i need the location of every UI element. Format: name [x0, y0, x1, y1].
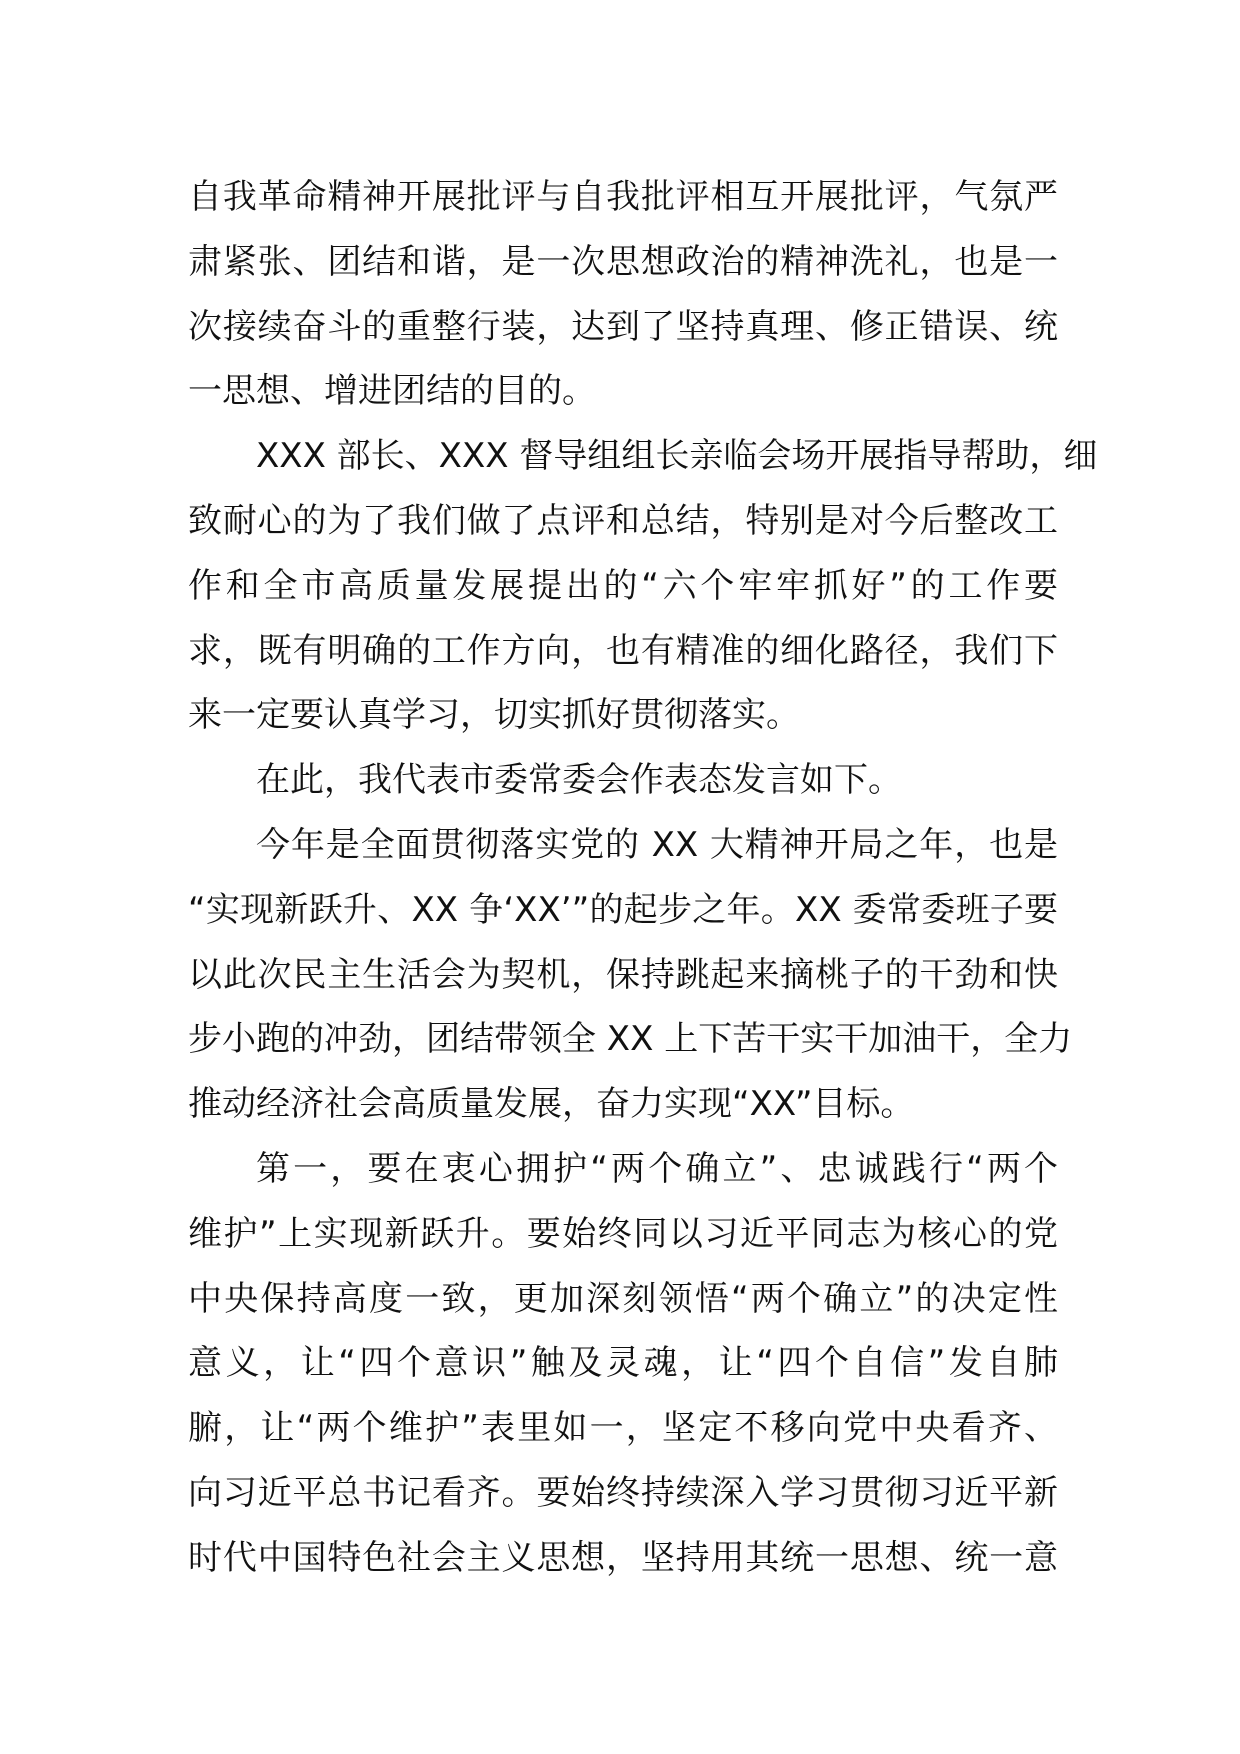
paragraph-line: “实现新跃升、XX 争‘XX’”的起步之年。XX 委常委班子要 — [188, 889, 1058, 930]
paragraph-line: 今年是全面贯彻落实党的 XX 大精神开局之年，也是 — [256, 824, 1058, 865]
paragraph-line: 时代中国特色社会主义思想，坚持用其统一思想、统一意 — [188, 1537, 1058, 1578]
paragraph-line: 腑，让“两个维护”表里如一，坚定不移向党中央看齐、 — [188, 1408, 1058, 1449]
paragraph-line: XXX 部长、XXX 督导组组长亲临会场开展指导帮助，细 — [256, 436, 1098, 477]
paragraph-line: 自我革命精神开展批评与自我批评相互开展批评，气氛严 — [188, 177, 1058, 217]
paragraph-1 — [188, 165, 1058, 424]
paragraph-line: 一思想、增进团结的目的。 — [188, 371, 596, 412]
paragraph-line: 推动经济社会高质量发展，奋力实现“XX”目标。 — [188, 1084, 915, 1125]
paragraph-line: 来一定要认真学习，切实抓好贯彻落实。 — [188, 695, 800, 736]
document-body — [188, 165, 1098, 1591]
paragraph-line: 求，既有明确的工作方向，也有精准的细化路径，我们下 — [188, 630, 1058, 671]
paragraph-line: 致耐心的为了我们做了点评和总结，特别是对今后整改工 — [188, 500, 1058, 541]
paragraph-line: 中央保持高度一致，更加深刻领悟“两个确立”的决定性 — [188, 1278, 1058, 1319]
paragraph-2 — [188, 424, 1098, 748]
paragraph-line: 次接续奋斗的重整行装，达到了坚持真理、修正错误、统 — [188, 306, 1058, 347]
paragraph-line: 肃紧张、团结和谐，是一次思想政治的精神洗礼，也是一 — [188, 241, 1058, 282]
paragraph-line: 意义，让“四个意识”触及灵魂，让“四个自信”发自肺 — [188, 1343, 1058, 1384]
paragraph-line: 作和全市高质量发展提出的“六个牢牢抓好”的工作要 — [188, 565, 1058, 606]
paragraph-line: 在此，我代表市委常委会作表态发言如下。 — [256, 760, 902, 801]
paragraph-line: 以此次民主生活会为契机，保持跳起来摘桃子的干劲和快 — [188, 954, 1058, 995]
paragraph-line: 向习近平总书记看齐。要始终持续深入学习贯彻习近平新 — [188, 1472, 1058, 1513]
paragraph-line: 步小跑的冲劲，团结带领全 XX 上下苦干实干加油干，全力 — [188, 1019, 1073, 1060]
paragraph-4 — [188, 813, 1073, 1137]
paragraph-line: 第一，要在衷心拥护“两个确立”、忠诚践行“两个 — [256, 1148, 1058, 1189]
paragraph-line: 维护”上实现新跃升。要始终同以习近平同志为核心的党 — [188, 1213, 1058, 1254]
paragraph-5 — [188, 1137, 1058, 1591]
paragraph-3 — [188, 748, 1058, 813]
